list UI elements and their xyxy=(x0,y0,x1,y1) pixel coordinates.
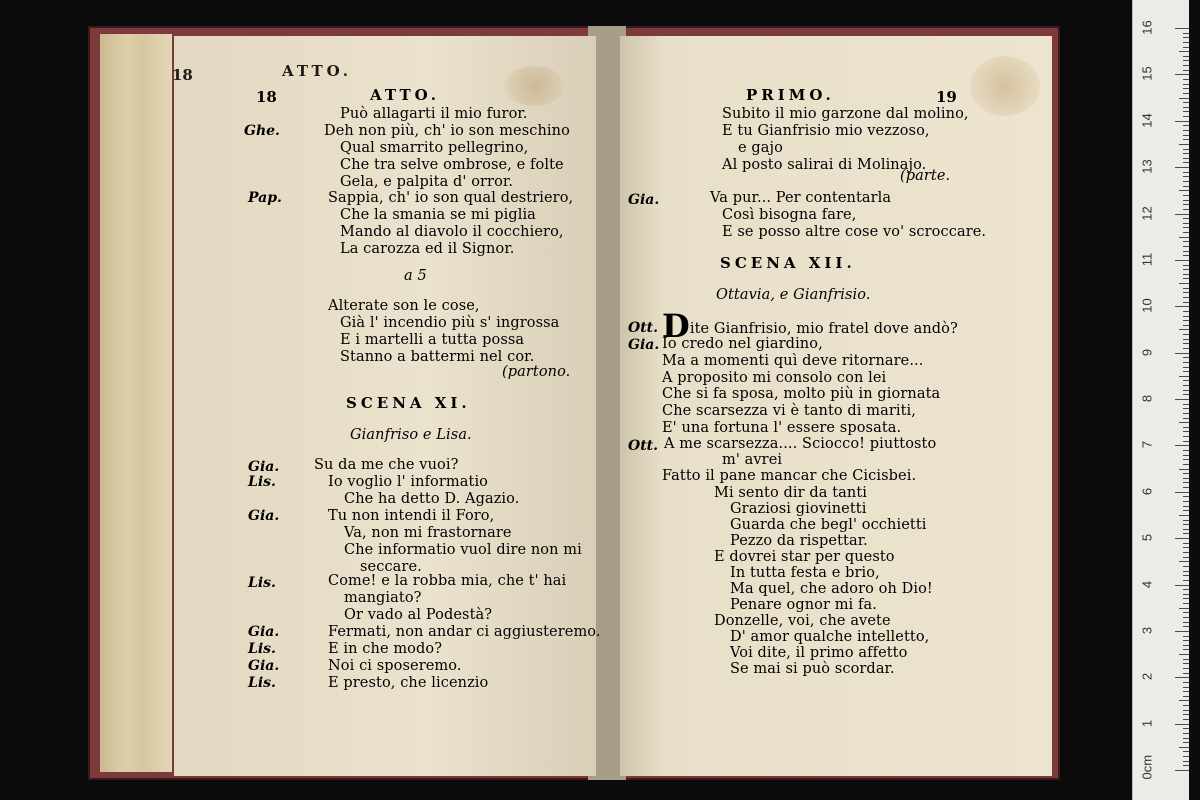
ruler-tick xyxy=(1183,659,1189,660)
ruler-tick xyxy=(1179,283,1189,284)
ruler-tick xyxy=(1183,288,1189,289)
ruler-tick xyxy=(1179,237,1189,238)
ruler-tick xyxy=(1183,418,1189,419)
ruler-tick xyxy=(1183,162,1189,163)
ruler-tick xyxy=(1183,88,1189,89)
page-edges xyxy=(100,34,172,772)
ruler-tick xyxy=(1183,60,1189,61)
dialogue-line: Donzelle, voi, che avete xyxy=(714,613,891,629)
ruler-tick xyxy=(1183,186,1189,187)
ruler-tick xyxy=(1179,190,1189,191)
ruler-tick xyxy=(1183,367,1189,368)
dialogue-text: ite Gianfrisio, mio fratel dove andò? xyxy=(689,321,958,337)
ruler-tick xyxy=(1183,649,1189,650)
ruler-number: 7 xyxy=(1139,441,1155,449)
dialogue-line: Va, non mi frastornare xyxy=(344,525,512,541)
dialogue-line: Fermati, non andar ci aggiusteremo. xyxy=(328,624,601,640)
ruler-tick xyxy=(1183,158,1189,159)
dialogue-line: Se mai si può scordar. xyxy=(730,661,895,677)
ruler-tick xyxy=(1183,325,1189,326)
ruler-tick xyxy=(1183,33,1189,34)
ruler-tick xyxy=(1175,631,1189,632)
scene-characters-left: Gianfriso e Lisa. xyxy=(350,427,472,443)
ruler-tick xyxy=(1183,385,1189,386)
ruler-tick xyxy=(1183,431,1189,432)
ruler-tick xyxy=(1183,320,1189,321)
ruler-tick xyxy=(1179,515,1189,516)
ruler-number: 6 xyxy=(1139,487,1155,495)
ruler-number: 16 xyxy=(1139,20,1155,35)
verse-line: Al posto salirai di Molinajo. xyxy=(722,157,927,173)
ruler-tick xyxy=(1175,260,1189,261)
ruler-tick xyxy=(1183,204,1189,205)
ruler-tick xyxy=(1183,93,1189,94)
verse-line: Che tra selve ombrose, e folte xyxy=(340,157,564,173)
dialogue-line: In tutta festa e brio, xyxy=(730,565,880,581)
ruler-tick xyxy=(1183,195,1189,196)
verse-line: La carozza ed il Signor. xyxy=(340,241,515,257)
verse-line: E tu Gianfrisio mio vezzoso, xyxy=(722,123,930,139)
page-number-right: 19 xyxy=(936,88,957,106)
speaker-label: Gia. xyxy=(248,658,280,674)
speaker-label: Gia. xyxy=(628,192,660,208)
speaker-label: Gia. xyxy=(628,337,660,353)
ruler-tick xyxy=(1175,306,1189,307)
scene-heading-right: SCENA XII. xyxy=(720,254,856,272)
ruler-tick xyxy=(1179,747,1189,748)
ruler-tick xyxy=(1183,645,1189,646)
ruler-tick xyxy=(1183,153,1189,154)
ruler-tick xyxy=(1183,200,1189,201)
dialogue-line: Guarda che begl' occhietti xyxy=(730,517,927,533)
ruler-tick xyxy=(1183,255,1189,256)
dialogue-line: Come! e la robba mia, che t' hai xyxy=(328,573,567,589)
ruler-tick xyxy=(1175,445,1189,446)
dialogue-line: mangiato? xyxy=(344,590,422,606)
speaker-label: Lis. xyxy=(248,675,276,691)
ruler-tick xyxy=(1183,589,1189,590)
ruler-tick xyxy=(1183,56,1189,57)
ruler-tick xyxy=(1183,742,1189,743)
ruler-tick xyxy=(1179,608,1189,609)
ruler-tick xyxy=(1183,501,1189,502)
verse-line: Gela, e palpita d' orror. xyxy=(340,174,514,190)
ruler-tick xyxy=(1183,663,1189,664)
ruler-tick xyxy=(1183,571,1189,572)
ruler-tick xyxy=(1183,246,1189,247)
verse-line: Va pur... Per contentarla xyxy=(710,190,892,206)
speaker-label: Lis. xyxy=(248,474,276,490)
verse-line: e gajo xyxy=(738,140,783,156)
dialogue-line: Voi dite, il primo affetto xyxy=(730,645,908,661)
ruler-tick xyxy=(1179,561,1189,562)
ruler-tick xyxy=(1183,765,1189,766)
verse-line: Così bisogna fare, xyxy=(722,207,857,223)
ruler-tick xyxy=(1183,139,1189,140)
stage-direction: (parte. xyxy=(900,168,951,184)
ruler-tick xyxy=(1183,603,1189,604)
ruler-tick xyxy=(1183,687,1189,688)
ruler-tick xyxy=(1183,232,1189,233)
ruler-tick xyxy=(1183,413,1189,414)
ruler-tick xyxy=(1183,42,1189,43)
ruler-number: 9 xyxy=(1139,348,1155,356)
verse-line: E i martelli a tutta possa xyxy=(340,332,525,348)
dialogue-line: A proposito mi consolo con lei xyxy=(662,370,887,386)
ruler-tick xyxy=(1183,427,1189,428)
ruler-tick xyxy=(1183,316,1189,317)
ruler-tick xyxy=(1183,728,1189,729)
ruler-tick xyxy=(1183,278,1189,279)
ruler-tick xyxy=(1183,543,1189,544)
verse-line: Subito il mio garzone dal molino, xyxy=(722,106,969,122)
ruler-tick xyxy=(1183,181,1189,182)
ruler-tick xyxy=(1183,84,1189,85)
ruler-tick xyxy=(1183,302,1189,303)
ruler-number: 8 xyxy=(1139,394,1155,403)
dialogue-line: Che ha detto D. Agazio. xyxy=(344,491,520,507)
ruler-tick xyxy=(1183,357,1189,358)
verse-line: Sappia, ch' io son qual destriero, xyxy=(328,190,574,206)
ruler-tick xyxy=(1179,51,1189,52)
ruler-tick xyxy=(1183,705,1189,706)
ruler-tick xyxy=(1175,28,1189,29)
dialogue-line: Or vado al Podestà? xyxy=(344,607,493,623)
ruler-tick xyxy=(1179,469,1189,470)
ruler-tick xyxy=(1183,580,1189,581)
ruler-tick xyxy=(1175,724,1189,725)
verse-line: Mando al diavolo il cocchiero, xyxy=(340,224,564,240)
dialogue-line: seccare. xyxy=(360,559,422,575)
ruler-number: 12 xyxy=(1139,205,1155,221)
ruler-tick xyxy=(1183,394,1189,395)
verse-line: E se posso altre cose vo' scroccare. xyxy=(722,224,987,240)
verse-line: Alterate son le cose, xyxy=(328,298,480,314)
verse-line: Qual smarrito pellegrino, xyxy=(340,140,529,156)
speaker-label: Lis. xyxy=(248,575,276,591)
dialogue-line: m' avrei xyxy=(722,452,783,468)
ruler-tick xyxy=(1179,700,1189,701)
running-head-left: ATTO. xyxy=(282,62,353,80)
dialogue-line: Graziosi giovinetti xyxy=(730,501,867,517)
ruler-tick xyxy=(1183,111,1189,112)
dialogue-line: E presto, che licenzio xyxy=(328,675,489,691)
dialogue-line: Io voglio l' informatio xyxy=(328,474,489,490)
page-number-left: 18 xyxy=(172,66,193,84)
ruler-tick xyxy=(1183,102,1189,103)
dialogue-line: Penare ognor mi fa. xyxy=(730,597,877,613)
ruler-tick xyxy=(1183,696,1189,697)
ruler-tick xyxy=(1183,227,1189,228)
ruler-tick xyxy=(1183,478,1189,479)
ruler-tick xyxy=(1183,348,1189,349)
ruler-tick xyxy=(1183,464,1189,465)
ruler-tick xyxy=(1183,274,1189,275)
ruler-number: 5 xyxy=(1139,534,1155,542)
ruler-tick xyxy=(1183,37,1189,38)
ruler-tick xyxy=(1183,390,1189,391)
ruler-tick xyxy=(1183,710,1189,711)
ruler-tick xyxy=(1183,673,1189,674)
ensemble-marker: a 5 xyxy=(404,268,427,284)
verse-line: Già l' incendio più s' ingrossa xyxy=(340,315,560,331)
ruler-number: 14 xyxy=(1139,113,1155,128)
running-head-right: PRIMO. xyxy=(746,86,835,104)
scene-characters-right: Ottavia, e Gianfrisio. xyxy=(716,287,871,303)
ruler-tick xyxy=(1183,172,1189,173)
ruler-tick xyxy=(1183,598,1189,599)
ruler-tick xyxy=(1183,459,1189,460)
drop-cap: D xyxy=(662,307,690,345)
ruler-tick xyxy=(1183,311,1189,312)
dialogue-line: Noi ci sposeremo. xyxy=(328,658,462,674)
dialogue-line: A me scarsezza.... Sciocco! piuttosto xyxy=(664,436,937,452)
ruler-tick xyxy=(1175,167,1189,168)
ruler-tick xyxy=(1175,399,1189,400)
ruler-tick xyxy=(1183,496,1189,497)
ruler-tick xyxy=(1183,297,1189,298)
ruler-number: 10 xyxy=(1139,298,1155,313)
dialogue-line: Pezzo da rispettar. xyxy=(730,533,868,549)
dialogue-line: E in che modo? xyxy=(328,641,443,657)
ruler-tick xyxy=(1183,617,1189,618)
ruler-tick xyxy=(1183,436,1189,437)
ruler-tick xyxy=(1183,640,1189,641)
ruler-tick xyxy=(1183,612,1189,613)
ruler-tick xyxy=(1183,408,1189,409)
ruler-tick xyxy=(1175,538,1189,539)
dialogue-line: Ma quel, che adoro oh Dio! xyxy=(730,581,933,597)
verse-line: Che la smania se mi piglia xyxy=(340,207,536,223)
ruler-tick xyxy=(1183,524,1189,525)
stage-direction: (partono. xyxy=(502,364,571,380)
speaker-label: Gia. xyxy=(248,508,280,524)
speaker-label: Ott. xyxy=(628,320,659,336)
verse-line: Può allagarti il mio furor. xyxy=(340,106,528,122)
ruler-tick xyxy=(1183,339,1189,340)
verse-line: Stanno a battermi nel cor. xyxy=(340,349,535,365)
ruler-tick xyxy=(1183,269,1189,270)
ruler-tick xyxy=(1183,176,1189,177)
ruler-tick xyxy=(1183,241,1189,242)
ruler-tick xyxy=(1183,738,1189,739)
ruler-tick xyxy=(1179,654,1189,655)
ruler-tick xyxy=(1183,380,1189,381)
ruler-tick xyxy=(1183,520,1189,521)
ruler-tick xyxy=(1183,622,1189,623)
ruler-tick xyxy=(1183,761,1189,762)
ruler-tick xyxy=(1183,533,1189,534)
ruler-tick xyxy=(1183,334,1189,335)
ruler-tick xyxy=(1183,223,1189,224)
ruler-tick xyxy=(1183,682,1189,683)
ruler-tick xyxy=(1183,714,1189,715)
dialogue-line: Su da me che vuoi? xyxy=(314,457,459,473)
dialogue-line: Fatto il pane mancar che Cicisbei. xyxy=(662,468,917,484)
ruler-tick xyxy=(1175,492,1189,493)
ruler-number: 4 xyxy=(1139,580,1155,588)
ruler-tick xyxy=(1183,529,1189,530)
speaker-label: Gia. xyxy=(248,459,280,475)
ruler-tick xyxy=(1183,149,1189,150)
ruler-tick xyxy=(1179,376,1189,377)
ruler-tick xyxy=(1183,510,1189,511)
ruler-tick xyxy=(1183,487,1189,488)
ruler-tick xyxy=(1183,107,1189,108)
ruler-tick xyxy=(1183,636,1189,637)
ruler-tick xyxy=(1183,441,1189,442)
paper-stain xyxy=(504,66,564,106)
ruler-number: 15 xyxy=(1139,66,1155,82)
running-head-left: ATTO. xyxy=(370,86,441,104)
dialogue-line: Mi sento dir da tanti xyxy=(714,485,867,501)
dialogue-line: Che informatio vuol dire non mi xyxy=(344,542,582,558)
ruler-tick xyxy=(1183,668,1189,669)
ruler-number: 0cm xyxy=(1139,754,1155,780)
dialogue-line: Tu non intendi il Foro, xyxy=(328,508,495,524)
ruler-tick xyxy=(1183,557,1189,558)
speaker-label: Ott. xyxy=(628,438,659,454)
ruler-tick xyxy=(1183,450,1189,451)
speaker-label: Pap. xyxy=(248,190,282,206)
ruler-tick xyxy=(1183,575,1189,576)
ruler-tick xyxy=(1175,677,1189,678)
ruler-tick xyxy=(1183,547,1189,548)
ruler-tick xyxy=(1183,552,1189,553)
ruler-tick xyxy=(1175,585,1189,586)
ruler-tick xyxy=(1183,719,1189,720)
ruler-tick xyxy=(1183,79,1189,80)
dialogue-line: E' una fortuna l' essere sposata. xyxy=(662,420,902,436)
ruler-tick xyxy=(1179,329,1189,330)
ruler-tick xyxy=(1183,209,1189,210)
ruler-tick xyxy=(1179,98,1189,99)
ruler-tick xyxy=(1183,371,1189,372)
ruler-tick xyxy=(1183,626,1189,627)
ruler-tick xyxy=(1183,130,1189,131)
ruler-tick xyxy=(1183,343,1189,344)
ruler-number: 2 xyxy=(1139,673,1155,681)
ruler-tick xyxy=(1183,455,1189,456)
dialogue-line: E dovrei star per questo xyxy=(714,549,895,565)
ruler-tick xyxy=(1183,292,1189,293)
ruler-tick xyxy=(1183,362,1189,363)
ruler-tick xyxy=(1183,506,1189,507)
ruler-tick xyxy=(1183,47,1189,48)
ruler-number: 3 xyxy=(1139,626,1155,634)
verse-line: Deh non più, ch' io son meschino xyxy=(324,123,570,139)
dialogue-line: Io credo nel giardino, xyxy=(662,336,823,352)
ruler-tick xyxy=(1175,74,1189,75)
ruler-tick xyxy=(1183,733,1189,734)
ruler-tick xyxy=(1183,70,1189,71)
scene-heading-left: SCENA XI. xyxy=(346,394,471,412)
ruler-tick xyxy=(1183,751,1189,752)
ruler-tick xyxy=(1183,125,1189,126)
paper-stain xyxy=(970,56,1040,116)
ruler-number: 13 xyxy=(1139,159,1155,174)
ruler-number: 11 xyxy=(1139,252,1155,267)
ruler-tick xyxy=(1175,353,1189,354)
ruler-tick xyxy=(1183,218,1189,219)
ruler-tick xyxy=(1179,144,1189,145)
ruler-tick xyxy=(1183,594,1189,595)
ruler-tick xyxy=(1183,691,1189,692)
ruler-number: 1 xyxy=(1139,719,1155,727)
speaker-label: Lis. xyxy=(248,641,276,657)
ruler-tick xyxy=(1183,116,1189,117)
dialogue-line: Ma a momenti quì deve ritornare... xyxy=(662,353,924,369)
ruler-tick xyxy=(1183,482,1189,483)
ruler-tick xyxy=(1175,121,1189,122)
ruler-tick xyxy=(1183,756,1189,757)
dialogue-line: Che si fa sposa, molto più in giornata xyxy=(662,386,941,402)
dialogue-line: Che scarsezza vi è tanto di mariti, xyxy=(662,403,916,419)
ruler-tick xyxy=(1183,265,1189,266)
ruler-tick xyxy=(1179,422,1189,423)
dialogue-line: D' amor qualche intelletto, xyxy=(730,629,930,645)
ruler-tick xyxy=(1183,404,1189,405)
page-number-left: 18 xyxy=(256,88,277,106)
speaker-label: Gia. xyxy=(248,624,280,640)
ruler-tick xyxy=(1183,251,1189,252)
ruler-tick xyxy=(1183,65,1189,66)
ruler-tick xyxy=(1175,770,1189,771)
ruler-tick xyxy=(1175,214,1189,215)
measuring-ruler xyxy=(1132,0,1189,800)
speaker-label: Ghe. xyxy=(244,123,280,139)
ruler-tick xyxy=(1183,566,1189,567)
ruler-tick xyxy=(1183,135,1189,136)
ruler-tick xyxy=(1183,473,1189,474)
